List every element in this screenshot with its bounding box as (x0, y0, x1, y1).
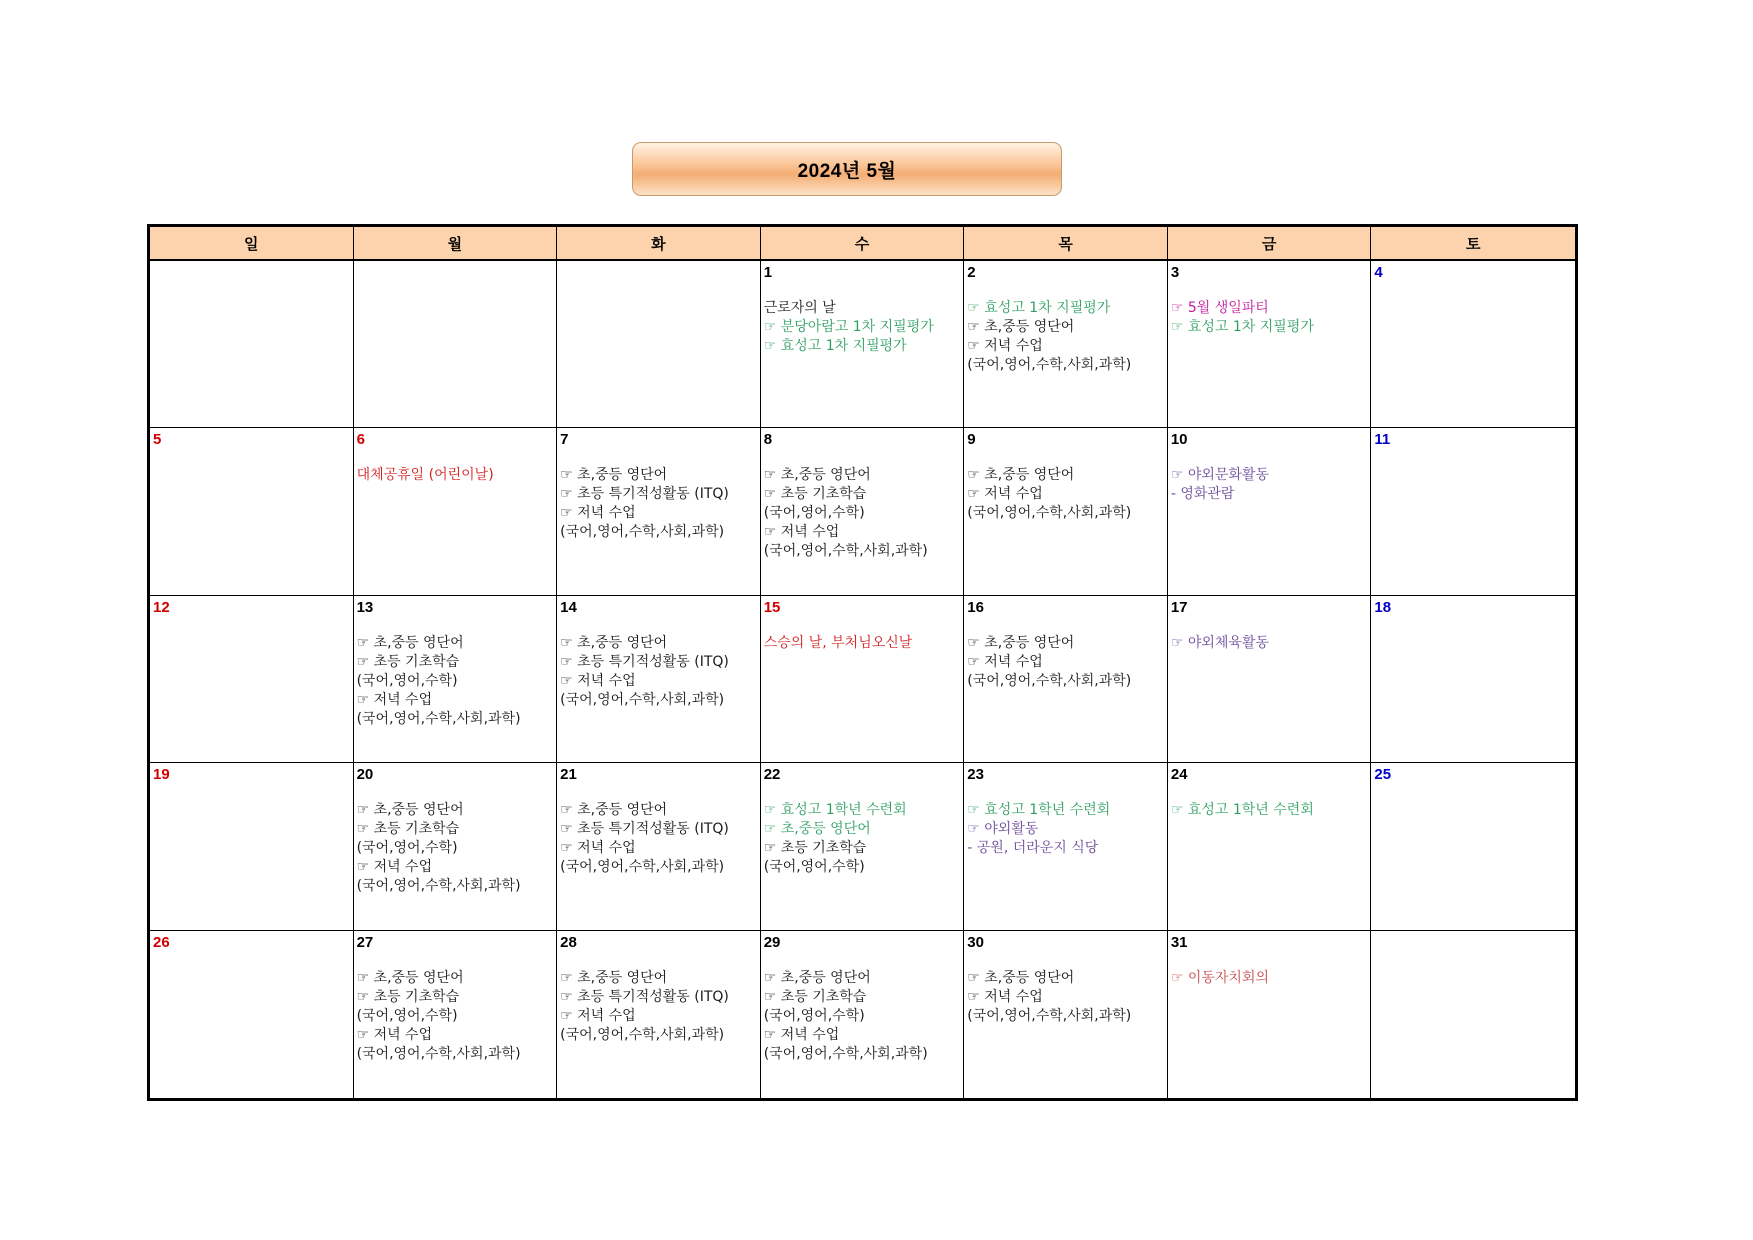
day-cell (150, 763, 354, 930)
day-events (357, 466, 557, 485)
event-line: ☞ 초,중등 영단어 (560, 467, 668, 484)
day-events (764, 969, 964, 1064)
day-number: 1 (763, 264, 773, 281)
event-line: (국어,영어,수학,사회,과학) (763, 1045, 928, 1062)
event-line: ☞ 초,중등 영단어 (356, 634, 464, 651)
event-line: ☞ 초등 기초학습 (356, 988, 460, 1005)
event-line: ☞ 저녁 수업 (967, 988, 1043, 1005)
day-events (764, 299, 964, 356)
day-events (357, 969, 557, 1064)
weekday-header-fri: 금 (1168, 227, 1372, 261)
calendar-grid (147, 224, 1578, 1101)
event-line: (국어,영어,수학) (763, 1007, 865, 1024)
day-cell (761, 596, 965, 763)
day-number: 24 (1170, 766, 1188, 784)
day-number: 2 (967, 264, 976, 281)
day-cell (1168, 763, 1372, 930)
event-line: ☞ 초,중등 영단어 (560, 969, 668, 986)
event-line: ☞ 초등 기초학습 (356, 653, 460, 670)
day-cell (964, 261, 1168, 428)
event-line: (국어,영어,수학,사회,과학) (967, 672, 1132, 689)
day-events (1171, 299, 1371, 337)
day-cell (1168, 931, 1372, 1098)
event-line: - 공원, 더라운지 식당 (967, 840, 1099, 857)
event-line: ☞ 초,중등 영단어 (763, 821, 871, 838)
day-number: 22 (763, 766, 781, 784)
day-cell (557, 428, 761, 595)
day-cell (150, 931, 354, 1098)
weekday-header-wed: 수 (761, 227, 965, 261)
event-line: ☞ 야외체육활동 (1170, 634, 1269, 651)
event-line: 대체공휴일 (어린이날) (356, 467, 494, 484)
event-line: ☞ 효성고 1차 지필평가 (967, 300, 1111, 316)
event-line: ☞ 효성고 1학년 수련회 (1170, 802, 1314, 819)
day-cell (557, 596, 761, 763)
day-cell (964, 428, 1168, 595)
day-events (764, 466, 964, 561)
day-cell (1371, 763, 1575, 930)
day-number: 17 (1170, 598, 1188, 616)
event-line: ☞ 저녁 수업 (560, 505, 636, 522)
day-number: 28 (560, 933, 577, 951)
event-line: ☞ 초등 특기적성활동 (ITQ) (560, 988, 729, 1005)
day-cell (964, 931, 1168, 1098)
day-number (560, 264, 760, 281)
day-events (967, 801, 1167, 858)
event-line: (국어,영어,수학) (763, 859, 865, 876)
day-number (153, 264, 353, 281)
event-line: ☞ 효성고 1차 지필평가 (763, 338, 907, 354)
day-number: 16 (967, 598, 984, 616)
day-number: 19 (153, 766, 170, 784)
event-line: (국어,영어,수학,사회,과학) (967, 357, 1132, 373)
day-cell (1168, 261, 1372, 428)
day-number: 21 (560, 766, 577, 784)
event-line: ☞ 초,중등 영단어 (967, 969, 1075, 986)
day-cell (354, 428, 558, 595)
event-line: ☞ 초,중등 영단어 (560, 634, 668, 651)
day-cell (964, 763, 1168, 930)
day-events (1171, 466, 1371, 504)
event-line: ☞ 초등 기초학습 (763, 486, 867, 503)
day-events (1171, 634, 1371, 653)
day-number: 14 (560, 598, 577, 616)
event-line: (국어,영어,수학,사회,과학) (560, 859, 725, 876)
event-line: - 영화관람 (1170, 486, 1235, 503)
day-number: 25 (1374, 766, 1392, 784)
day-cell (1371, 428, 1575, 595)
day-events (1171, 969, 1371, 988)
day-cell (761, 261, 965, 428)
day-events (1171, 801, 1371, 820)
day-number: 26 (153, 933, 170, 951)
day-number: 10 (1170, 431, 1188, 449)
event-line: ☞ 초등 특기적성활동 (ITQ) (560, 821, 729, 838)
event-line: ☞ 초,중등 영단어 (967, 634, 1075, 651)
day-events (357, 801, 557, 896)
day-cell (557, 931, 761, 1098)
event-line: (국어,영어,수학,사회,과학) (967, 1007, 1132, 1024)
day-events (764, 634, 964, 653)
day-events (967, 466, 1167, 523)
event-line: ☞ 효성고 1차 지필평가 (1170, 319, 1314, 335)
calendar-title: 2024년 5월 (632, 142, 1062, 196)
day-cell (354, 931, 558, 1098)
event-line: 근로자의 날 (763, 300, 836, 316)
event-line: ☞ 초,중등 영단어 (763, 467, 871, 484)
event-line: ☞ 저녁 수업 (356, 691, 433, 708)
event-line: ☞ 초등 특기적성활동 (ITQ) (560, 653, 729, 670)
day-events (764, 801, 964, 877)
day-cell (1371, 261, 1575, 428)
day-number: 31 (1170, 933, 1188, 951)
day-number: 27 (356, 933, 374, 951)
event-line: ☞ 저녁 수업 (560, 672, 636, 689)
day-number: 6 (356, 431, 365, 449)
event-line: ☞ 저녁 수업 (560, 840, 636, 857)
event-line: ☞ 초등 특기적성활동 (ITQ) (560, 486, 729, 503)
event-line: ☞ 초등 기초학습 (356, 821, 460, 838)
event-line: ☞ 저녁 수업 (356, 859, 433, 876)
event-line: ☞ 저녁 수업 (967, 653, 1043, 670)
day-number: 11 (1374, 431, 1391, 449)
day-events (967, 299, 1167, 375)
day-number: 5 (153, 431, 162, 449)
day-number: 23 (967, 766, 984, 784)
event-line: (국어,영어,수학) (356, 1007, 458, 1024)
event-line: (국어,영어,수학,사회,과학) (967, 505, 1132, 522)
day-number (357, 264, 557, 281)
event-line: ☞ 저녁 수업 (967, 486, 1043, 503)
event-line: ☞ 저녁 수업 (763, 524, 840, 541)
day-cell (557, 261, 761, 428)
event-line: (국어,영어,수학,사회,과학) (356, 878, 521, 895)
day-cell (1168, 596, 1372, 763)
day-number: 8 (763, 431, 773, 449)
event-line: (국어,영어,수학) (763, 505, 865, 522)
day-events (560, 466, 760, 542)
day-number (1374, 934, 1575, 951)
day-number: 30 (967, 933, 984, 951)
day-cell (150, 428, 354, 595)
weekday-header-sat: 토 (1371, 227, 1575, 261)
day-number: 29 (763, 933, 781, 951)
day-cell (761, 428, 965, 595)
day-number: 7 (560, 431, 569, 449)
day-cell (964, 596, 1168, 763)
event-line: (국어,영어,수학,사회,과학) (763, 543, 928, 560)
day-cell (354, 763, 558, 930)
day-cell (354, 596, 558, 763)
event-line: (국어,영어,수학,사회,과학) (356, 710, 521, 727)
day-number: 12 (153, 598, 170, 616)
event-line: 스승의 날, 부처님오신날 (763, 634, 913, 651)
day-number: 4 (1374, 264, 1383, 281)
event-line: ☞ 야외활동 (967, 821, 1039, 838)
day-cell (1168, 428, 1372, 595)
event-line: ☞ 초등 기초학습 (763, 988, 867, 1005)
event-line: ☞ 효성고 1학년 수련회 (967, 802, 1111, 819)
event-line: ☞ 저녁 수업 (967, 338, 1043, 354)
event-line: ☞ 효성고 1학년 수련회 (763, 802, 907, 819)
day-events (967, 634, 1167, 691)
event-line: ☞ 저녁 수업 (560, 1007, 636, 1024)
event-line: ☞ 야외문화활동 (1170, 467, 1269, 484)
event-line: (국어,영어,수학,사회,과학) (560, 691, 725, 708)
event-line: (국어,영어,수학) (356, 840, 458, 857)
day-number: 13 (356, 598, 374, 616)
event-line: ☞ 초,중등 영단어 (560, 802, 668, 819)
event-line: ☞ 초,중등 영단어 (356, 802, 464, 819)
event-line: (국어,영어,수학,사회,과학) (356, 1045, 521, 1062)
day-cell (354, 261, 558, 428)
event-line: ☞ 초,중등 영단어 (967, 467, 1075, 484)
day-cell (1371, 596, 1575, 763)
day-number: 18 (1374, 598, 1392, 616)
day-number: 3 (1170, 264, 1180, 281)
weekday-header-sun: 일 (150, 227, 354, 261)
day-cell (150, 261, 354, 428)
day-cell (1371, 931, 1575, 1098)
weekday-header-tue: 화 (557, 227, 761, 261)
event-line: ☞ 분당아람고 1차 지필평가 (763, 319, 934, 335)
day-events (560, 801, 760, 877)
weekday-header-thu: 목 (964, 227, 1168, 261)
event-line: ☞ 초등 기초학습 (763, 840, 867, 857)
day-number: 20 (356, 766, 374, 784)
day-cell (557, 763, 761, 930)
event-line: (국어,영어,수학,사회,과학) (560, 524, 725, 541)
day-number: 9 (967, 431, 976, 449)
event-line: ☞ 초,중등 영단어 (967, 319, 1075, 335)
day-events (560, 634, 760, 710)
day-cell (761, 763, 965, 930)
event-line: (국어,영어,수학) (356, 672, 458, 689)
day-events (357, 634, 557, 729)
event-line: ☞ 5월 생일파티 (1170, 300, 1269, 316)
event-line: ☞ 초,중등 영단어 (356, 969, 464, 986)
event-line: ☞ 저녁 수업 (763, 1026, 840, 1043)
day-events (560, 969, 760, 1045)
day-number: 15 (763, 598, 781, 616)
day-cell (761, 931, 965, 1098)
day-events (967, 969, 1167, 1026)
weekday-header-mon: 월 (354, 227, 558, 261)
event-line: (국어,영어,수학,사회,과학) (560, 1026, 725, 1043)
event-line: ☞ 저녁 수업 (356, 1026, 433, 1043)
day-cell (150, 596, 354, 763)
event-line: ☞ 초,중등 영단어 (763, 969, 871, 986)
event-line: ☞ 이동자치회의 (1170, 969, 1269, 986)
